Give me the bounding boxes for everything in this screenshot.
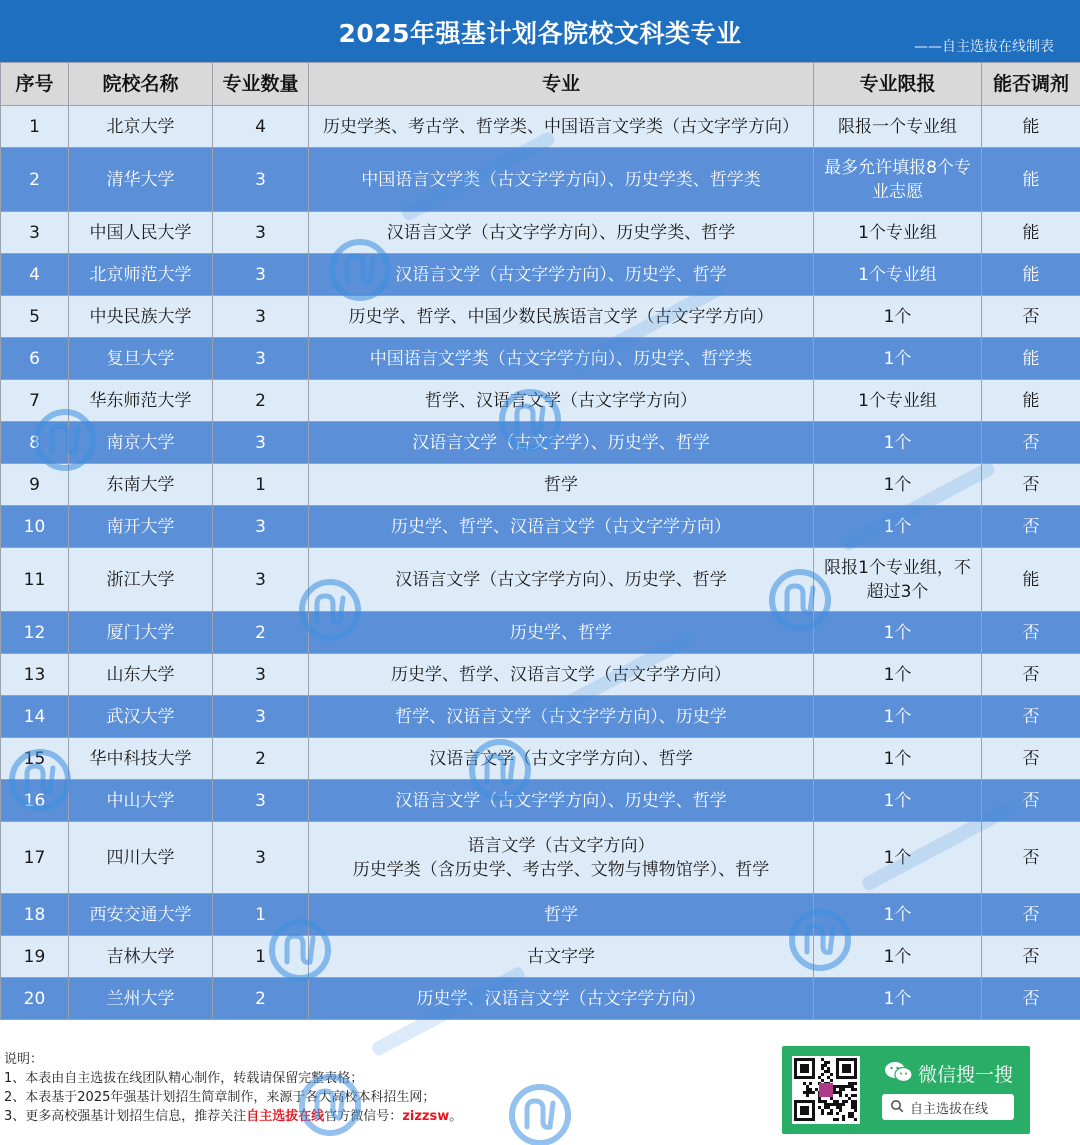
cell-school: 南京大学 <box>69 422 213 464</box>
cell-majors <box>309 738 814 780</box>
cell-limit-line: 1个专业组 <box>858 264 937 285</box>
cell-majors <box>309 338 814 380</box>
cell-school: 南开大学 <box>69 506 213 548</box>
cell-majors <box>309 822 814 894</box>
cell-limit-line: 1个 <box>883 474 912 495</box>
notes-line-3 <box>4 1107 764 1126</box>
cell-majors <box>309 422 814 464</box>
cell-count: 3 <box>213 822 309 894</box>
cell-school: 吉林大学 <box>69 936 213 978</box>
cell-school: 北京大学 <box>69 106 213 148</box>
cell-majors <box>309 254 814 296</box>
cell-limit <box>814 212 982 254</box>
cell-school: 华东师范大学 <box>69 380 213 422</box>
cell-school: 中央民族大学 <box>69 296 213 338</box>
cell-limit-line: 1个 <box>883 306 912 327</box>
cell-adjust: 否 <box>982 654 1080 696</box>
cell-school: 山东大学 <box>69 654 213 696</box>
cell-adjust: 能 <box>982 380 1080 422</box>
cell-limit-line: 1个 <box>883 348 912 369</box>
cell-majors-line: 古文字学 <box>527 946 595 967</box>
table-row <box>1 422 1080 464</box>
cell-no: 10 <box>1 506 69 548</box>
cell-majors-line: 历史学、哲学、汉语言文学（古文字学方向） <box>391 664 731 685</box>
cell-no: 2 <box>1 148 69 212</box>
cell-majors <box>309 212 814 254</box>
wechat-search-label: 微信搜一搜 <box>918 1064 1014 1086</box>
cell-majors-line: 历史学、汉语言文学（古文字学方向） <box>416 988 706 1009</box>
cell-no: 8 <box>1 422 69 464</box>
cell-adjust: 否 <box>982 612 1080 654</box>
table-row <box>1 654 1080 696</box>
notes-line-2: 2、本表基于2025年强基计划招生简章制作，来源于各大高校本科招生网； <box>4 1090 436 1105</box>
cell-majors <box>309 548 814 612</box>
cell-no: 16 <box>1 780 69 822</box>
cell-count: 3 <box>213 654 309 696</box>
cell-limit-line: 最多允许填报8个专 <box>824 157 971 178</box>
cell-count: 3 <box>213 780 309 822</box>
cell-count: 3 <box>213 696 309 738</box>
cell-adjust: 否 <box>982 422 1080 464</box>
cell-count: 2 <box>213 380 309 422</box>
cell-no: 17 <box>1 822 69 894</box>
cell-limit <box>814 464 982 506</box>
cell-majors-line: 汉语言文学（古文字学方向）、哲学 <box>429 748 693 769</box>
cell-majors-line: 汉语言文学（古文字学）、历史学、哲学 <box>412 432 710 453</box>
cell-majors <box>309 148 814 212</box>
cell-adjust: 否 <box>982 780 1080 822</box>
cell-majors <box>309 506 814 548</box>
cell-limit <box>814 978 982 1020</box>
table-row <box>1 978 1080 1020</box>
cell-limit-line: 1个 <box>883 847 912 868</box>
cell-count: 3 <box>213 212 309 254</box>
cell-majors-line: 中国语言文学类（古文字学方向）、历史学类、哲学类 <box>361 169 761 190</box>
cell-majors <box>309 380 814 422</box>
cell-limit <box>814 696 982 738</box>
cell-majors-line: 哲学 <box>544 474 578 495</box>
cell-no: 11 <box>1 548 69 612</box>
cell-no: 9 <box>1 464 69 506</box>
cell-adjust: 否 <box>982 822 1080 894</box>
cell-count: 3 <box>213 296 309 338</box>
cell-school: 东南大学 <box>69 464 213 506</box>
cell-adjust: 否 <box>982 894 1080 936</box>
cell-no: 4 <box>1 254 69 296</box>
cell-limit <box>814 738 982 780</box>
table-row <box>1 106 1080 148</box>
cell-count: 3 <box>213 422 309 464</box>
cell-limit <box>814 338 982 380</box>
cell-school: 华中科技大学 <box>69 738 213 780</box>
notes-heading: 说明： <box>4 1052 44 1067</box>
cell-limit-line: 限报一个专业组 <box>838 116 957 137</box>
cell-majors-line: 汉语言文学（古文字学方向）、历史学类、哲学 <box>386 222 736 243</box>
majors-table <box>0 62 1080 1020</box>
cell-count: 3 <box>213 254 309 296</box>
cell-majors-line: 语言文学（古文字方向） <box>467 835 655 856</box>
cell-limit-line: 1个 <box>883 664 912 685</box>
notes-line-1: 1、本表由自主选拔在线团队精心制作，转载请保留完整表格； <box>4 1071 364 1086</box>
cell-school: 中国人民大学 <box>69 212 213 254</box>
cell-adjust: 否 <box>982 506 1080 548</box>
page-title: 2025年强基计划各院校文科类专业 <box>338 19 742 48</box>
notes-wechat-account: zizzsw <box>402 1109 450 1124</box>
cell-adjust: 否 <box>982 738 1080 780</box>
cell-limit <box>814 380 982 422</box>
cell-limit <box>814 612 982 654</box>
cell-limit-line: 1个 <box>883 432 912 453</box>
cell-school: 浙江大学 <box>69 548 213 612</box>
cell-limit-line: 1个 <box>883 706 912 727</box>
cell-school: 清华大学 <box>69 148 213 212</box>
cell-no: 6 <box>1 338 69 380</box>
cell-count: 3 <box>213 148 309 212</box>
cell-count: 1 <box>213 936 309 978</box>
cell-no: 14 <box>1 696 69 738</box>
cell-limit-line: 1个 <box>883 904 912 925</box>
cell-majors-line: 汉语言文学（古文字学方向）、历史学、哲学 <box>395 790 727 811</box>
cell-limit-line: 1个 <box>883 790 912 811</box>
cell-limit-line: 限报1个专业组，不 <box>824 557 971 578</box>
cell-adjust: 能 <box>982 212 1080 254</box>
cell-adjust: 否 <box>982 296 1080 338</box>
cell-majors <box>309 936 814 978</box>
table-row <box>1 464 1080 506</box>
cell-limit <box>814 936 982 978</box>
cell-limit-line: 1个 <box>883 748 912 769</box>
table-row <box>1 212 1080 254</box>
cell-majors-line: 汉语言文学（古文字学方向）、历史学、哲学 <box>395 569 727 590</box>
cell-count: 1 <box>213 894 309 936</box>
table-row <box>1 254 1080 296</box>
cell-no: 19 <box>1 936 69 978</box>
cell-limit <box>814 822 982 894</box>
cell-adjust: 否 <box>982 978 1080 1020</box>
cell-count: 4 <box>213 106 309 148</box>
cell-school: 兰州大学 <box>69 978 213 1020</box>
cell-majors-line: 历史学类、考古学、哲学类、中国语言文学类（古文字学方向） <box>323 116 799 137</box>
cell-count: 3 <box>213 548 309 612</box>
title-bar <box>0 0 1080 62</box>
cell-school: 武汉大学 <box>69 696 213 738</box>
header-no: 序号 <box>1 63 69 106</box>
wechat-search-banner[interactable] <box>782 1046 1030 1134</box>
table-row <box>1 894 1080 936</box>
table-row <box>1 148 1080 212</box>
cell-limit-line: 1个 <box>883 988 912 1009</box>
cell-majors-line: 哲学、汉语言文学（古文字学方向）、历史学 <box>395 706 727 727</box>
header-count: 专业数量 <box>213 63 309 106</box>
search-icon <box>890 1099 904 1113</box>
cell-majors <box>309 612 814 654</box>
cell-count: 2 <box>213 612 309 654</box>
cell-limit <box>814 254 982 296</box>
cell-limit-line: 1个专业组 <box>858 390 937 411</box>
cell-count: 3 <box>213 506 309 548</box>
cell-no: 13 <box>1 654 69 696</box>
table-row <box>1 738 1080 780</box>
cell-no: 20 <box>1 978 69 1020</box>
cell-majors-line: 中国语言文学类（古文字学方向）、历史学、哲学类 <box>369 348 753 369</box>
cell-limit <box>814 506 982 548</box>
cell-school: 复旦大学 <box>69 338 213 380</box>
cell-no: 1 <box>1 106 69 148</box>
cell-limit <box>814 548 982 612</box>
cell-limit <box>814 780 982 822</box>
cell-no: 12 <box>1 612 69 654</box>
table-credit: ——自主选拔在线制表 <box>914 39 1054 55</box>
table-row <box>1 696 1080 738</box>
cell-count: 3 <box>213 338 309 380</box>
cell-majors-line: 历史学类（含历史学、考古学、文物与博物馆学）、哲学 <box>352 859 770 880</box>
cell-majors <box>309 464 814 506</box>
cell-limit-line: 1个 <box>883 946 912 967</box>
cell-count: 1 <box>213 464 309 506</box>
cell-majors-line: 哲学 <box>544 904 578 925</box>
cell-school: 西安交通大学 <box>69 894 213 936</box>
cell-adjust: 否 <box>982 936 1080 978</box>
cell-school: 四川大学 <box>69 822 213 894</box>
header-limit: 专业限报 <box>814 63 982 106</box>
cell-count: 2 <box>213 978 309 1020</box>
cell-no: 3 <box>1 212 69 254</box>
cell-limit-line: 1个专业组 <box>858 222 937 243</box>
cell-limit <box>814 654 982 696</box>
cell-limit <box>814 148 982 212</box>
header-adjust: 能否调剂 <box>982 63 1080 106</box>
table-row <box>1 506 1080 548</box>
notes-line-3-mid: 官方微信号： <box>324 1109 403 1124</box>
table-row <box>1 380 1080 422</box>
wechat-search-text: 自主选拔在线 <box>910 1102 989 1117</box>
qr-code-icon <box>792 1056 860 1124</box>
cell-limit-line: 1个 <box>883 516 912 537</box>
header-school: 院校名称 <box>69 63 213 106</box>
notes <box>4 1050 764 1126</box>
table-row <box>1 780 1080 822</box>
cell-limit-line: 1个 <box>883 622 912 643</box>
cell-majors-line: 汉语言文学（古文字学方向）、历史学、哲学 <box>395 264 727 285</box>
notes-highlight-brand: 自主选拔在线 <box>246 1109 325 1124</box>
cell-limit <box>814 422 982 464</box>
cell-adjust: 能 <box>982 106 1080 148</box>
cell-adjust: 否 <box>982 464 1080 506</box>
cell-majors <box>309 894 814 936</box>
cell-limit-line: 超过3个 <box>866 581 929 602</box>
cell-majors <box>309 978 814 1020</box>
cell-school: 中山大学 <box>69 780 213 822</box>
wechat-search-field[interactable] <box>882 1094 1014 1120</box>
cell-school: 北京师范大学 <box>69 254 213 296</box>
cell-majors-line: 哲学、汉语言文学（古文字学方向） <box>425 390 697 411</box>
cell-no: 18 <box>1 894 69 936</box>
table-row <box>1 548 1080 612</box>
cell-adjust: 能 <box>982 338 1080 380</box>
header-majors: 专业 <box>309 63 814 106</box>
cell-no: 5 <box>1 296 69 338</box>
cell-adjust: 能 <box>982 548 1080 612</box>
table-row <box>1 338 1080 380</box>
cell-majors <box>309 780 814 822</box>
cell-majors <box>309 654 814 696</box>
cell-majors <box>309 696 814 738</box>
cell-majors-line: 历史学、哲学、汉语言文学（古文字学方向） <box>391 516 731 537</box>
table-row <box>1 296 1080 338</box>
cell-adjust: 否 <box>982 696 1080 738</box>
cell-majors-line: 历史学、哲学、中国少数民族语言文学（古文字学方向） <box>348 306 774 327</box>
cell-school: 厦门大学 <box>69 612 213 654</box>
notes-line-3-prefix: 3、更多高校强基计划招生信息，推荐关注 <box>4 1109 247 1124</box>
cell-no: 7 <box>1 380 69 422</box>
cell-limit-line: 业志愿 <box>872 181 923 202</box>
cell-limit <box>814 106 982 148</box>
cell-adjust: 能 <box>982 148 1080 212</box>
table-row <box>1 936 1080 978</box>
cell-count: 2 <box>213 738 309 780</box>
cell-majors <box>309 296 814 338</box>
table-row <box>1 612 1080 654</box>
cell-no: 15 <box>1 738 69 780</box>
cell-majors-line: 历史学、哲学 <box>510 622 612 643</box>
cell-adjust: 能 <box>982 254 1080 296</box>
notes-line-3-suffix: 。 <box>449 1109 463 1124</box>
cell-limit <box>814 296 982 338</box>
table-header-row <box>1 63 1080 106</box>
cell-limit <box>814 894 982 936</box>
cell-majors <box>309 106 814 148</box>
table-row <box>1 822 1080 894</box>
